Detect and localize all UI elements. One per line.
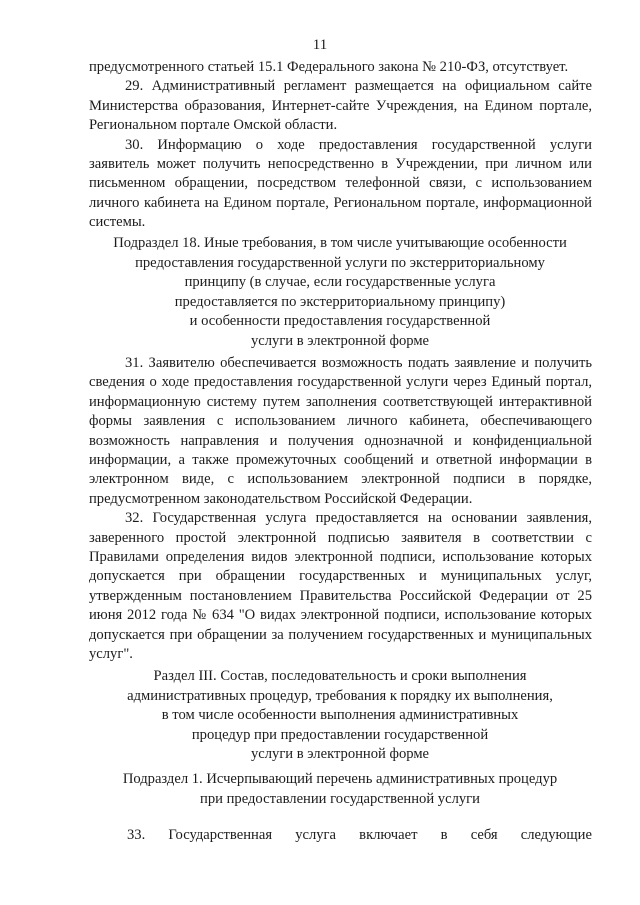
subsection-1-heading — [75, 770, 605, 809]
word: в — [440, 827, 448, 843]
word: 33. — [127, 827, 146, 843]
word: включает — [359, 827, 418, 843]
word: услуга — [295, 827, 337, 843]
paragraph-29: 29. Административный регламент размещается на официальном сайте Министерства образования, Интернет-сайте Учреждения, на Едином портале, Региональном портале Омской области. — [89, 78, 592, 134]
heading-line: Подраздел 1. Исчерпывающий перечень административных процедур — [122, 771, 558, 787]
heading-line: услуги в электронной форме — [250, 332, 430, 349]
heading-line: Подраздел 18. Иные требования, в том числе учитывающие особенности — [113, 235, 567, 251]
heading-line: услуги в электронной форме — [250, 746, 430, 763]
heading-line: при предоставлении государственной услуги — [200, 790, 480, 807]
paragraph-31: 31. Заявителю обеспечивается возможность подать заявление и получить сведения о ходе предоставления государственной услуги через Единый портал, информационную систему путем заполнения соответствующей интерактивной формы заявления с использованием личного кабинета, обеспечивающего возможность направления и получения однозначной и конфиденциальной информации, а также промежуточных сообщений и ответной информации в электронном виде, с использованием электронной подписи в порядке, предусмотренном законодательством Российской Федерации. — [89, 355, 592, 507]
top-paragraphs — [89, 58, 592, 233]
subsection-18-heading — [75, 234, 605, 352]
heading-line: принципу (в случае, если государственные услуга — [184, 274, 496, 291]
paragraph-continuation: предусмотренного статьей 15.1 Федерального закона № 210-ФЗ, отсутствует. — [89, 59, 569, 75]
word: следующие — [520, 827, 592, 843]
word: себя — [470, 827, 498, 843]
paragraph-32: 32. Государственная услуга предоставляется на основании заявления, заверенного простой электронной подписью заявителя в соответствии с Правилами определения видов электронной подписи, использование которых допускается при обращении государственных и муниципальных услуг, утвержденным постановлением Правительства Российской Федерации от 25 июня 2012 года № 634 "О видах электронной подписи, использование которых допускается при обращении за получением государственных и муниципальных услуг". — [89, 510, 592, 663]
heading-line: предоставления государственной услуги по экстерриториальному — [135, 254, 545, 271]
paragraph-33-first-line — [89, 826, 592, 845]
section-3-heading — [75, 667, 605, 765]
heading-line: в том числе особенности выполнения административных — [161, 707, 519, 724]
heading-line: предоставляется по экстерриториальному принципу) — [174, 293, 506, 310]
middle-paragraphs — [89, 354, 592, 665]
heading-line: и особенности предоставления государственной — [189, 313, 491, 330]
heading-line: административных процедур, требования к порядку их выполнения, — [127, 687, 553, 704]
page-number: 11 — [312, 37, 328, 53]
word: Государственная — [168, 827, 273, 843]
heading-line: Раздел III. Состав, последовательность и сроки выполнения — [153, 668, 527, 684]
paragraph-30: 30. Информацию о ходе предоставления государственной услуги заявитель может получить непосредственно в Учреждении, при личном или письменном обращении, посредством телефонной связи, с использованием личного кабинета на Едином портале, Региональном портале, информационной системы. — [89, 136, 592, 231]
heading-line: процедур при предоставлении государственной — [191, 726, 489, 743]
